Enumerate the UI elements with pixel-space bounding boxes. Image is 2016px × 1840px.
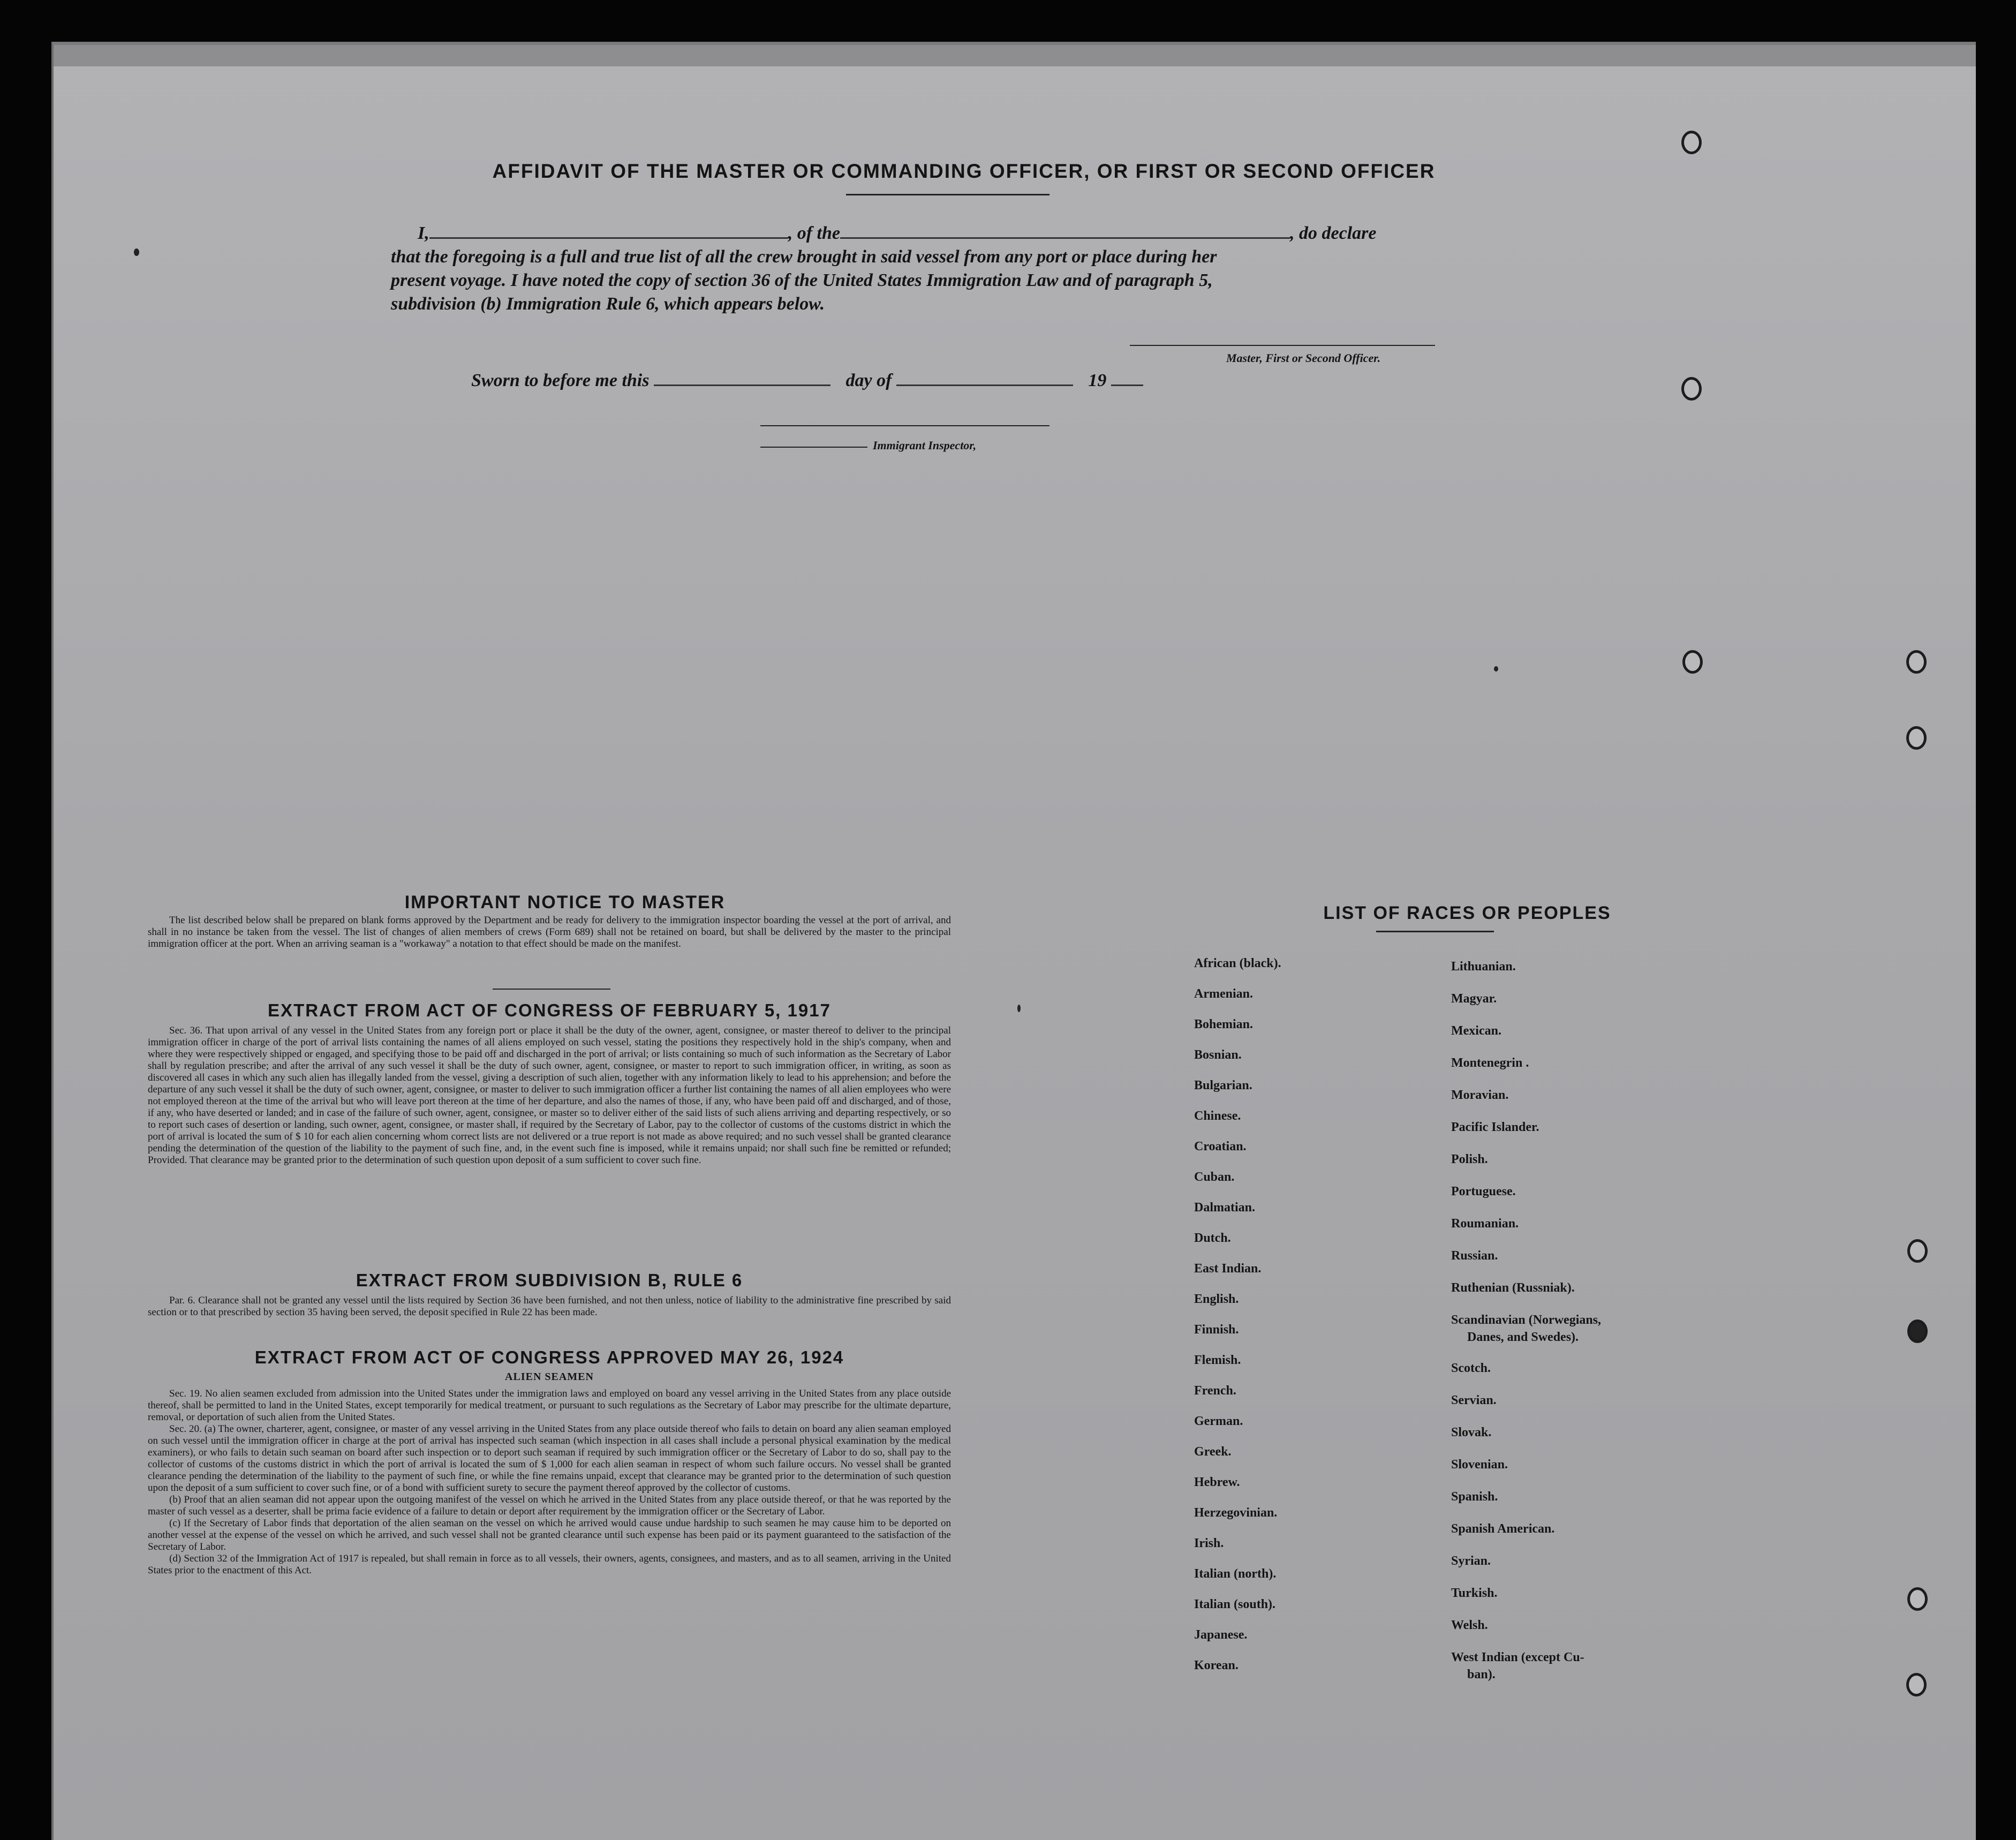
race-item: Spanish American. xyxy=(1451,1522,1555,1536)
race-item: Montenegrin . xyxy=(1451,1056,1529,1070)
race-item: Danes, and Swedes). xyxy=(1467,1330,1579,1344)
inspector-caption: Immigrant Inspector, xyxy=(873,439,977,452)
sec-20b-paragraph: (b) Proof that an alien seaman did not appear upon the outgoing manifest of the vessel on which he arrived in the United States from any place outside thereof, or that he was reported by the master of such vessel as a deserter, shall be prima facie evidence of a failure to detain or deport after requirement by the immigration officer or the Secretary of Labor. xyxy=(148,1494,951,1517)
race-item: Chinese. xyxy=(1194,1109,1241,1123)
race-item: Syrian. xyxy=(1451,1554,1491,1568)
ink-speck-icon xyxy=(134,248,139,256)
race-item: Irish. xyxy=(1194,1536,1224,1550)
race-item: Italian (north). xyxy=(1194,1567,1277,1581)
race-item: Flemish. xyxy=(1194,1353,1241,1367)
race-item: Dutch. xyxy=(1194,1231,1231,1245)
do-declare-label: , do declare xyxy=(1290,223,1377,243)
race-item: French. xyxy=(1194,1384,1236,1398)
race-item: Greek. xyxy=(1194,1445,1232,1459)
race-item: Bohemian. xyxy=(1194,1017,1254,1031)
race-item: Armenian. xyxy=(1194,987,1253,1001)
race-item: Cuban. xyxy=(1194,1170,1235,1184)
race-item: Lithuanian. xyxy=(1451,960,1516,974)
race-item: Scotch. xyxy=(1451,1361,1491,1375)
races-title: LIST OF RACES OR PEOPLES xyxy=(1323,903,1611,923)
punch-hole-icon xyxy=(1906,650,1927,674)
sec-20d-paragraph: (d) Section 32 of the Immigration Act of 1917 is repealed, but shall remain in force as to all vessels, their owners, agents, consignees, and masters, and as to all seamen, arriving in the United States prior to the enactment of this Act. xyxy=(148,1553,951,1576)
punch-hole-icon xyxy=(1906,1673,1927,1696)
rule-6-body xyxy=(148,1295,951,1318)
affidavit-line-1 xyxy=(391,222,1473,245)
master-caption: Master, First or Second Officer. xyxy=(1226,351,1381,365)
notice-title: IMPORTANT NOTICE TO MASTER xyxy=(404,892,726,913)
year-label: 19 xyxy=(1088,371,1107,390)
punch-hole-icon xyxy=(1682,650,1703,674)
day-of-label: day of xyxy=(845,371,892,390)
extract-1917-body xyxy=(148,1025,951,1166)
name-blank[interactable] xyxy=(429,223,788,239)
race-item: Welsh. xyxy=(1451,1618,1488,1632)
race-item: Servian. xyxy=(1451,1393,1497,1407)
master-signature-line xyxy=(1130,345,1435,346)
race-item: Italian (south). xyxy=(1194,1597,1276,1611)
race-item: Roumanian. xyxy=(1451,1217,1519,1231)
rule-6-paragraph: Par. 6. Clearance shall not be granted any vessel until the lists required by Section 36 have been furnished, and not then unless, notice of liability to the administrative fine prescribed by said section or to that prescribed by section 35 having been served, the deposit specified in Rule 22 has been made. xyxy=(148,1295,951,1318)
sworn-label: Sworn to before me this xyxy=(471,371,650,390)
race-item: African (black). xyxy=(1194,956,1281,970)
race-item: English. xyxy=(1194,1292,1239,1306)
form-page xyxy=(51,42,1976,1840)
rule-6-title: EXTRACT FROM SUBDIVISION B, RULE 6 xyxy=(356,1270,743,1290)
race-item: Portuguese. xyxy=(1451,1185,1516,1198)
sworn-day-blank[interactable] xyxy=(654,371,830,386)
race-item: Slovak. xyxy=(1451,1426,1492,1439)
ink-speck-icon xyxy=(1017,1005,1021,1012)
notice-body xyxy=(148,915,951,950)
sworn-line xyxy=(471,369,1328,393)
race-item: Japanese. xyxy=(1194,1628,1248,1642)
race-item: Bosnian. xyxy=(1194,1048,1242,1062)
race-item: Mexican. xyxy=(1451,1024,1501,1038)
affidavit-line-3: present voyage. I have noted the copy of section 36 of the United States Immigration Law and of paragraph 5, xyxy=(391,270,1213,290)
affidavit-line-4: subdivision (b) Immigration Rule 6, which appears below. xyxy=(391,294,825,314)
race-item: Spanish. xyxy=(1451,1490,1498,1504)
punch-hole-icon xyxy=(1906,726,1927,750)
extract-1917-paragraph: Sec. 36. That upon arrival of any vessel in the United States from any foreign port or place it shall be the duty of the owner, agent, consignee, or master thereof to deliver to the principal immigration officer in charge of the port of arrival lists containing the names of all aliens employed on such vessel, stating the positions they respectively hold in the ship's company, when and where they were respectively shipped or engaged, and specifying those to be paid off and discharged in the port of arrival; or lists containing so much of such information as the Secretary of Labor shall by regulation prescribe; and after the arrival of any such vessel it shall be the duty of such owner, agent, consignee, or master to report to such immigration officer, in writing, as soon as discovered all cases in which any such alien has illegally landed from the vessel, giving a description of such alien, together with any information likely to lead to his apprehension; and before the departure of any such vessel it shall be the duty of such owner, agent, consignee, or master to deliver to such immigration officer a further list containing the names of all alien employees who were not employed thereon at the time of the arrival but who will leave port thereon at the time of her departure, and also the names of those, if any, who have been paid off and discharged, and of those, if any, who have deserted or landed; and in case of the failure of such owner, agent, consignee, or master so to deliver either of the said lists of such aliens arriving and departing respectively, or so to report such cases of desertion or landing, such owner, agent, consignee, or master shall, if required by the Secretary of Labor, pay to the collector of customs of the customs district in which the port of arrival is located the sum of $ 10 for each alien concerning whom correct lists are not delivered or a true report is not made as above required; and no such vessel shall be granted clearance pending the determination of the question of the liability to the payment of such fine, and, in the event such fine is imposed, while it remains unpaid; nor shall such fine be remitted or refunded; Provided. That clearance may be granted prior to the determination of such question upon deposit of a sum sufficient to cover such fine. xyxy=(148,1025,951,1166)
race-item: East Indian. xyxy=(1194,1262,1262,1276)
affidavit-body xyxy=(391,222,1473,316)
race-item: Turkish. xyxy=(1451,1586,1498,1600)
race-item: Finnish. xyxy=(1194,1323,1239,1337)
page-top-edge xyxy=(54,45,1976,66)
extract-1917-title: EXTRACT FROM ACT OF CONGRESS OF FEBRUARY 5, 1917 xyxy=(268,1000,831,1020)
inspector-signature-line xyxy=(760,425,1049,426)
punch-hole-icon xyxy=(1907,1587,1928,1611)
race-item: Magyar. xyxy=(1451,992,1497,1006)
sworn-month-blank[interactable] xyxy=(896,371,1073,386)
affidavit-line-2: that the foregoing is a full and true list of all the crew brought in said vessel from any port or place during her xyxy=(391,247,1217,267)
race-item: Slovenian. xyxy=(1451,1458,1508,1472)
notice-divider xyxy=(493,989,610,990)
race-item: Dalmatian. xyxy=(1194,1201,1255,1215)
race-item: West Indian (except Cu- xyxy=(1451,1650,1584,1664)
punch-hole-icon xyxy=(1681,377,1702,401)
races-underline xyxy=(1376,931,1494,932)
race-item: Moravian. xyxy=(1451,1088,1509,1102)
punch-hole-icon xyxy=(1907,1319,1928,1343)
punch-hole-icon xyxy=(1681,131,1702,154)
race-item: Bulgarian. xyxy=(1194,1079,1252,1092)
i-label: I, xyxy=(418,223,429,243)
race-item: Ruthenian (Russniak). xyxy=(1451,1281,1575,1295)
sec-20c-paragraph: (c) If the Secretary of Labor finds that deportation of the alien seaman on the vessel on which he arrived would cause undue hardship to such seamen he may cause him to be deported on another vessel at the expense of the vessel on which he arrived, and such vessel shall not be granted clearance until such expense has been paid or its payment guaranteed to the satisfaction of the Secretary of Labor. xyxy=(148,1518,951,1552)
alien-seamen-subtitle: ALIEN SEAMEN xyxy=(505,1371,594,1383)
race-item: German. xyxy=(1194,1414,1243,1428)
race-item: Korean. xyxy=(1194,1658,1239,1672)
notice-paragraph: The list described below shall be prepared on blank forms approved by the Department and be ready for delivery to the immigration inspector boarding the vessel at the port of arrival, and shall in no instance be taken from the vessel. The list of changes of alien members of crews (Form 689) shall not be retained on board, but shall be delivered by the master to the principal immigration officer at the port. When an arriving seaman is a "workaway" a notation to that effect should be made on the manifest. xyxy=(148,915,951,949)
race-item: Polish. xyxy=(1451,1152,1488,1166)
extract-1924-title: EXTRACT FROM ACT OF CONGRESS APPROVED MAY 26, 1924 xyxy=(254,1347,844,1367)
vessel-blank[interactable] xyxy=(840,223,1290,239)
sec-20a-paragraph: Sec. 20. (a) The owner, charterer, agent, consignee, or master of any vessel arriving in the United States from any place outside thereof who fails to detain on board any alien seaman employed on such vessel until the immigration officer in charge at the port of arrival has inspected such seaman (which inspection in all cases shall include a personal physical examination by the medical examiners), or who fails to detain such seaman on board after such inspection or to deport such seaman if required by such immigration officer or the Secretary of Labor to do so, shall pay to the collector of customs of the customs district in which the port of arrival is located the sum of $ 1,000 for each alien seaman in respect of whom such failure occurs. No vessel shall be granted clearance pending the determination of the liability to the payment of such fine, or while the fine remains unpaid, except that clearance may be granted prior to the determination of such question upon the deposit of a sum sufficient to cover such fine, or of a bond with sufficient surety to secure the payment thereof approved by the collector of customs. xyxy=(148,1423,951,1494)
of-the-label: , of the xyxy=(788,223,841,243)
race-item: Herzegovinian. xyxy=(1194,1506,1278,1520)
ink-speck-icon xyxy=(1494,666,1498,672)
affidavit-title: AFFIDAVIT OF THE MASTER OR COMMANDING OFFICER, OR FIRST OR SECOND OFFICER xyxy=(492,160,1436,182)
race-item: Croatian. xyxy=(1194,1140,1247,1153)
race-item: Russian. xyxy=(1451,1249,1498,1263)
race-item: Scandinavian (Norwegians, xyxy=(1451,1313,1602,1327)
punch-hole-icon xyxy=(1907,1239,1928,1263)
title-underline xyxy=(846,194,1049,195)
extract-1924-body xyxy=(148,1388,951,1577)
inspector-underline xyxy=(760,447,867,448)
sworn-year-blank[interactable] xyxy=(1111,371,1143,386)
race-item: Pacific Islander. xyxy=(1451,1120,1539,1134)
race-item: Hebrew. xyxy=(1194,1475,1240,1489)
sec-19-paragraph: Sec. 19. No alien seamen excluded from admission into the United States under the immigration laws and employed on board any vessel arriving in the United States from any place outside thereof, shall be permitted to land in the United States, except temporarily for medical treatment, or pursuant to such regulations as the Secretary of Labor may prescribe for the ultimate departure, removal, or deportation of such alien from the United States. xyxy=(148,1388,951,1423)
race-item: ban). xyxy=(1467,1668,1496,1681)
